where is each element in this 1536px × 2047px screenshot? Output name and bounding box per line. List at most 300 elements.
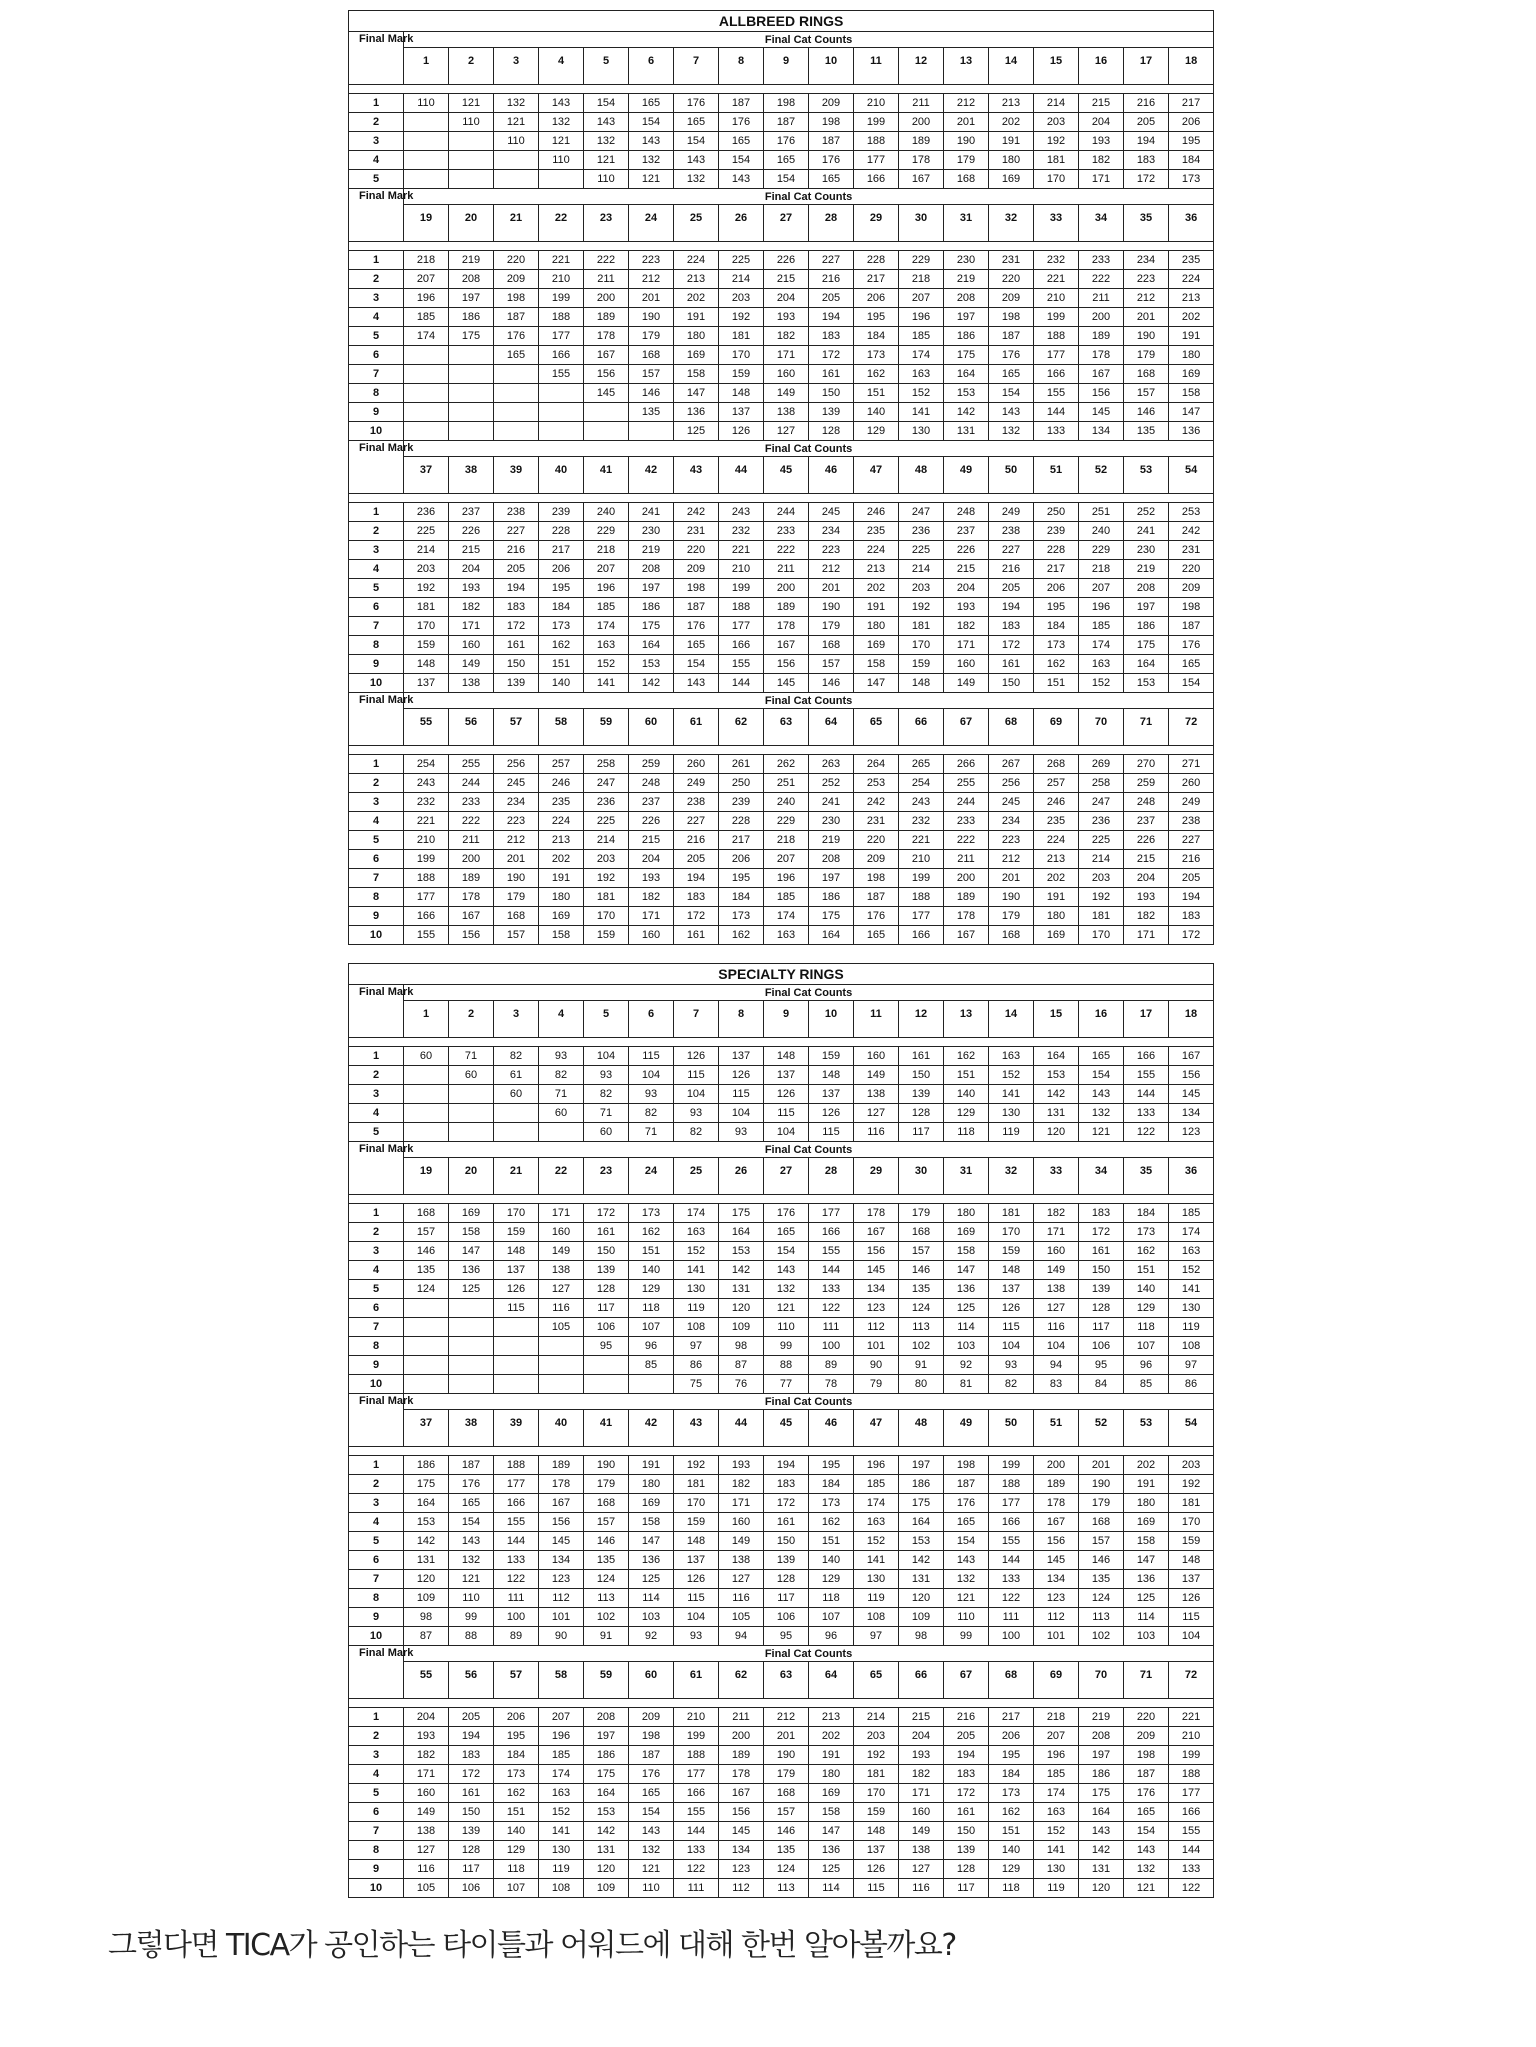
score-cell: 222	[1079, 270, 1124, 289]
count-header-cell: 1	[404, 1001, 449, 1038]
score-cell: 109	[584, 1879, 629, 1898]
score-cell: 202	[674, 289, 719, 308]
score-cell: 236	[584, 793, 629, 812]
count-header-cell: 47	[854, 1410, 899, 1447]
score-cell: 154	[764, 1242, 809, 1261]
score-cell: 127	[719, 1570, 764, 1589]
score-cell: 234	[1124, 251, 1169, 270]
score-cell: 162	[494, 1784, 539, 1803]
score-cell: 107	[494, 1879, 539, 1898]
score-cell: 166	[854, 170, 899, 189]
score-cell: 183	[809, 327, 854, 346]
score-cell: 166	[1169, 1803, 1214, 1822]
score-cell: 201	[809, 579, 854, 598]
score-cell: 86	[1169, 1375, 1214, 1394]
score-cell: 115	[629, 1047, 674, 1066]
score-cell: 172	[944, 1784, 989, 1803]
score-cell: 165	[719, 132, 764, 151]
score-cell: 110	[944, 1608, 989, 1627]
count-header-cell: 43	[674, 457, 719, 494]
score-cell: 168	[809, 636, 854, 655]
score-cell: 202	[1124, 1456, 1169, 1475]
score-cell: 152	[539, 1803, 584, 1822]
score-cell: 180	[989, 151, 1034, 170]
score-cell: 193	[404, 1727, 449, 1746]
score-cell: 184	[719, 888, 764, 907]
score-cell: 219	[809, 831, 854, 850]
score-cell: 160	[449, 636, 494, 655]
score-cell: 190	[764, 1746, 809, 1765]
mark-label-cell: 3	[349, 132, 404, 151]
score-cell: 148	[899, 674, 944, 693]
score-cell: 145	[764, 674, 809, 693]
count-header-cell: 16	[1079, 1001, 1124, 1038]
score-cell	[494, 1375, 539, 1394]
count-header-cell: 49	[944, 457, 989, 494]
score-cell: 211	[764, 560, 809, 579]
table-row	[349, 1375, 1214, 1394]
score-cell: 181	[404, 598, 449, 617]
score-cell: 203	[719, 289, 764, 308]
count-header-cell: 19	[404, 1158, 449, 1195]
score-cell: 161	[584, 1223, 629, 1242]
score-cell: 259	[1124, 774, 1169, 793]
score-cell: 129	[854, 422, 899, 441]
count-header-cell: 1	[404, 48, 449, 85]
score-cell: 215	[764, 270, 809, 289]
score-cell: 188	[719, 598, 764, 617]
score-cell: 151	[809, 1532, 854, 1551]
score-cell: 155	[1169, 1822, 1214, 1841]
score-cell: 143	[584, 113, 629, 132]
score-cell: 132	[1124, 1860, 1169, 1879]
score-cell: 223	[809, 541, 854, 560]
count-header-cell: 18	[1169, 48, 1214, 85]
table-row	[349, 850, 1214, 869]
count-header-cell: 8	[719, 48, 764, 85]
score-cell: 168	[1079, 1513, 1124, 1532]
score-cell: 236	[404, 503, 449, 522]
score-cell: 192	[719, 308, 764, 327]
score-cell: 112	[539, 1589, 584, 1608]
score-cell: 187	[1169, 617, 1214, 636]
score-cell: 208	[629, 560, 674, 579]
score-cell: 235	[1034, 812, 1079, 831]
mark-label-cell: 5	[349, 1280, 404, 1299]
score-cell: 177	[539, 327, 584, 346]
table-title-row	[349, 11, 1214, 32]
score-cell: 122	[1169, 1879, 1214, 1898]
score-cell: 127	[899, 1860, 944, 1879]
score-cell: 150	[899, 1066, 944, 1085]
score-cell: 216	[1169, 850, 1214, 869]
score-cell: 146	[1124, 403, 1169, 422]
count-header-cell: 12	[899, 48, 944, 85]
score-cell	[404, 1337, 449, 1356]
score-cell: 118	[809, 1589, 854, 1608]
score-cell: 135	[584, 1551, 629, 1570]
score-cell: 118	[494, 1860, 539, 1879]
score-cell: 168	[494, 907, 539, 926]
table-row	[349, 1822, 1214, 1841]
score-cell: 150	[584, 1242, 629, 1261]
mark-label-cell: 1	[349, 1708, 404, 1727]
score-cell: 165	[764, 1223, 809, 1242]
count-header-cell: 66	[899, 1662, 944, 1699]
score-cell: 104	[1034, 1337, 1079, 1356]
score-cell: 161	[899, 1047, 944, 1066]
score-cell: 123	[719, 1860, 764, 1879]
score-cell: 113	[764, 1879, 809, 1898]
score-cell	[404, 1085, 449, 1104]
mark-label-cell: 2	[349, 1066, 404, 1085]
score-cell: 224	[854, 541, 899, 560]
score-cell: 148	[764, 1047, 809, 1066]
score-cell: 222	[944, 831, 989, 850]
count-header-cell: 64	[809, 1662, 854, 1699]
count-header-cell: 24	[629, 205, 674, 242]
score-cell	[494, 151, 539, 170]
score-cell: 172	[764, 1494, 809, 1513]
score-cell: 167	[854, 1223, 899, 1242]
score-cell: 76	[719, 1375, 764, 1394]
score-cell: 264	[854, 755, 899, 774]
score-cell: 210	[1169, 1727, 1214, 1746]
score-cell: 205	[944, 1727, 989, 1746]
score-cell: 184	[989, 1765, 1034, 1784]
score-cell: 184	[854, 327, 899, 346]
score-cell: 162	[1124, 1242, 1169, 1261]
score-cell: 218	[584, 541, 629, 560]
score-cell: 182	[764, 327, 809, 346]
score-cell: 116	[854, 1123, 899, 1142]
score-cell: 197	[944, 308, 989, 327]
count-header-row	[349, 457, 1214, 494]
score-cell: 200	[1034, 1456, 1079, 1475]
score-cell	[449, 1337, 494, 1356]
score-cell: 197	[809, 869, 854, 888]
score-cell	[584, 422, 629, 441]
score-cell: 185	[764, 888, 809, 907]
score-cell: 158	[629, 1513, 674, 1532]
score-cell: 170	[674, 1494, 719, 1513]
score-cell: 213	[1034, 850, 1079, 869]
score-cell: 266	[944, 755, 989, 774]
count-header-cell: 54	[1169, 1410, 1214, 1447]
score-cell: 190	[944, 132, 989, 151]
score-cell: 168	[944, 170, 989, 189]
score-cell: 116	[539, 1299, 584, 1318]
score-cell: 135	[629, 403, 674, 422]
score-cell: 162	[854, 365, 899, 384]
score-cell: 83	[1034, 1375, 1079, 1394]
score-cell: 148	[854, 1822, 899, 1841]
score-cell: 179	[1124, 346, 1169, 365]
score-cell: 103	[944, 1337, 989, 1356]
score-cell: 158	[1169, 384, 1214, 403]
count-header-cell: 33	[1034, 1158, 1079, 1195]
score-cell: 140	[1124, 1280, 1169, 1299]
score-cell: 208	[1079, 1727, 1124, 1746]
score-cell: 212	[494, 831, 539, 850]
score-cell: 143	[1079, 1085, 1124, 1104]
score-cell: 215	[899, 1708, 944, 1727]
score-cell: 205	[1124, 113, 1169, 132]
score-cell: 245	[494, 774, 539, 793]
count-header-cell: 7	[674, 48, 719, 85]
count-header-cell: 28	[809, 205, 854, 242]
score-cell: 86	[674, 1356, 719, 1375]
score-cell	[584, 1375, 629, 1394]
score-cell: 173	[1169, 170, 1214, 189]
score-cell: 154	[629, 1803, 674, 1822]
spacer-row	[349, 1699, 1214, 1708]
score-cell: 130	[899, 422, 944, 441]
score-cell: 99	[449, 1608, 494, 1627]
table-row	[349, 869, 1214, 888]
table-row	[349, 1879, 1214, 1898]
score-cell: 157	[1079, 1532, 1124, 1551]
score-cell: 60	[449, 1066, 494, 1085]
mark-label-cell: 10	[349, 422, 404, 441]
score-cell: 144	[719, 674, 764, 693]
score-cell: 167	[944, 926, 989, 945]
table-row	[349, 598, 1214, 617]
score-cell: 225	[719, 251, 764, 270]
score-cell: 139	[1079, 1280, 1124, 1299]
table-row	[349, 1337, 1214, 1356]
score-cell: 188	[989, 1475, 1034, 1494]
score-cell: 233	[764, 522, 809, 541]
score-cell: 103	[629, 1608, 674, 1627]
score-cell: 165	[854, 926, 899, 945]
score-cell: 201	[989, 869, 1034, 888]
score-cell: 177	[1034, 346, 1079, 365]
score-cell: 166	[1124, 1047, 1169, 1066]
score-cell: 153	[1034, 1066, 1079, 1085]
score-cell: 88	[764, 1356, 809, 1375]
score-cell	[494, 1123, 539, 1142]
score-cell: 141	[854, 1551, 899, 1570]
table-row	[349, 1803, 1214, 1822]
table-row	[349, 560, 1214, 579]
table-row	[349, 1204, 1214, 1223]
count-header-cell: 23	[584, 205, 629, 242]
score-cell: 137	[989, 1280, 1034, 1299]
mark-label-cell: 1	[349, 94, 404, 113]
score-cell: 195	[539, 579, 584, 598]
score-cell: 196	[1034, 1746, 1079, 1765]
score-cell: 206	[1034, 579, 1079, 598]
score-cell: 210	[1034, 289, 1079, 308]
score-cell: 182	[944, 617, 989, 636]
score-cell: 137	[719, 403, 764, 422]
score-cell: 108	[539, 1879, 584, 1898]
score-cell: 138	[404, 1822, 449, 1841]
score-cell: 174	[764, 907, 809, 926]
count-header-cell: 19	[404, 205, 449, 242]
table-row	[349, 1356, 1214, 1375]
score-cell: 147	[809, 1822, 854, 1841]
count-header-cell: 28	[809, 1158, 854, 1195]
score-cell: 71	[449, 1047, 494, 1066]
score-cell: 239	[1034, 522, 1079, 541]
score-cell: 171	[629, 907, 674, 926]
table-row	[349, 422, 1214, 441]
score-cell: 175	[719, 1204, 764, 1223]
score-cell: 169	[1124, 1513, 1169, 1532]
score-cell: 168	[1124, 365, 1169, 384]
table-row	[349, 1085, 1214, 1104]
score-cell: 190	[989, 888, 1034, 907]
score-cell: 244	[944, 793, 989, 812]
score-cell: 137	[719, 1047, 764, 1066]
score-cell: 201	[1079, 1456, 1124, 1475]
score-cell: 244	[449, 774, 494, 793]
score-cell: 140	[494, 1822, 539, 1841]
score-cell: 189	[719, 1746, 764, 1765]
spacer-cell	[349, 1447, 1214, 1456]
score-cell	[404, 1066, 449, 1085]
final-cat-counts-row	[349, 1394, 1214, 1410]
score-cell: 93	[539, 1047, 584, 1066]
score-cell: 164	[719, 1223, 764, 1242]
score-cell: 60	[404, 1047, 449, 1066]
score-cell: 171	[539, 1204, 584, 1223]
score-cell: 165	[494, 346, 539, 365]
score-cell: 236	[1079, 812, 1124, 831]
score-cell: 180	[1169, 346, 1214, 365]
score-cell: 113	[1079, 1608, 1124, 1627]
score-cell: 117	[944, 1879, 989, 1898]
score-cell: 168	[404, 1204, 449, 1223]
score-cell: 128	[899, 1104, 944, 1123]
score-cell	[404, 1104, 449, 1123]
score-cell: 174	[899, 346, 944, 365]
score-cell: 211	[944, 850, 989, 869]
count-header-cell: 44	[719, 1410, 764, 1447]
score-cell: 166	[674, 1784, 719, 1803]
score-cell: 220	[494, 251, 539, 270]
score-cell: 170	[1169, 1513, 1214, 1532]
score-cell: 181	[584, 888, 629, 907]
score-cell: 175	[629, 617, 674, 636]
count-header-cell: 60	[629, 709, 674, 746]
score-cell: 258	[1079, 774, 1124, 793]
score-cell: 115	[989, 1318, 1034, 1337]
count-header-cell: 17	[1124, 1001, 1169, 1038]
score-cell: 206	[1169, 113, 1214, 132]
table-row	[349, 1513, 1214, 1532]
score-cell: 242	[1169, 522, 1214, 541]
score-cell: 141	[539, 1822, 584, 1841]
score-cell: 155	[989, 1532, 1034, 1551]
score-cell: 149	[764, 384, 809, 403]
score-cell: 114	[944, 1318, 989, 1337]
score-cell: 215	[629, 831, 674, 850]
score-cell: 161	[809, 365, 854, 384]
score-cell: 121	[1079, 1123, 1124, 1142]
final-cat-counts-header: Final Cat Counts	[404, 1142, 1214, 1158]
score-cell: 199	[1034, 308, 1079, 327]
score-cell: 249	[989, 503, 1034, 522]
score-cell: 225	[1079, 831, 1124, 850]
score-cell: 158	[944, 1242, 989, 1261]
score-cell: 177	[989, 1494, 1034, 1513]
count-header-cell: 29	[854, 1158, 899, 1195]
score-cell: 256	[494, 755, 539, 774]
score-cell: 142	[899, 1551, 944, 1570]
score-cell: 102	[584, 1608, 629, 1627]
score-cell: 198	[854, 869, 899, 888]
score-cell: 71	[629, 1123, 674, 1142]
score-cell: 106	[1079, 1337, 1124, 1356]
score-cell	[449, 1104, 494, 1123]
score-cell: 183	[1079, 1204, 1124, 1223]
score-cell: 134	[1034, 1570, 1079, 1589]
score-cell: 177	[719, 617, 764, 636]
count-header-cell: 15	[1034, 48, 1079, 85]
score-cell: 94	[719, 1627, 764, 1646]
score-cell: 262	[764, 755, 809, 774]
score-cell: 157	[404, 1223, 449, 1242]
score-cell: 187	[989, 327, 1034, 346]
table-row	[349, 327, 1214, 346]
count-header-cell: 70	[1079, 709, 1124, 746]
score-cell: 128	[944, 1860, 989, 1879]
score-cell: 170	[404, 617, 449, 636]
score-cell	[494, 1356, 539, 1375]
mark-label-cell: 2	[349, 1223, 404, 1242]
score-cell: 155	[1124, 1066, 1169, 1085]
score-cell: 110	[584, 170, 629, 189]
score-cell: 152	[854, 1532, 899, 1551]
count-header-cell: 64	[809, 709, 854, 746]
score-cell: 195	[494, 1727, 539, 1746]
score-cell: 197	[1124, 598, 1169, 617]
score-cell	[449, 1318, 494, 1337]
score-cell	[404, 1299, 449, 1318]
score-cell: 157	[629, 365, 674, 384]
score-cell: 191	[1124, 1475, 1169, 1494]
score-cell: 177	[899, 907, 944, 926]
score-cell: 159	[404, 636, 449, 655]
score-cell: 111	[989, 1608, 1034, 1627]
score-cell: 157	[899, 1242, 944, 1261]
score-cell: 135	[404, 1261, 449, 1280]
score-cell: 140	[809, 1551, 854, 1570]
count-header-cell: 31	[944, 205, 989, 242]
score-cell: 151	[629, 1242, 674, 1261]
score-cell: 85	[1124, 1375, 1169, 1394]
count-header-cell: 63	[764, 709, 809, 746]
score-cell	[404, 1318, 449, 1337]
score-cell: 213	[854, 560, 899, 579]
score-cell: 222	[449, 812, 494, 831]
score-cell: 270	[1124, 755, 1169, 774]
score-cell: 98	[899, 1627, 944, 1646]
score-cell: 197	[584, 1727, 629, 1746]
mark-label-cell: 4	[349, 151, 404, 170]
score-cell: 203	[1169, 1456, 1214, 1475]
score-cell: 151	[1124, 1261, 1169, 1280]
mark-label-cell: 10	[349, 926, 404, 945]
mark-label-cell: 7	[349, 1570, 404, 1589]
score-cell: 132	[539, 113, 584, 132]
score-cell: 133	[989, 1570, 1034, 1589]
table-row	[349, 655, 1214, 674]
count-header-cell: 5	[584, 48, 629, 85]
